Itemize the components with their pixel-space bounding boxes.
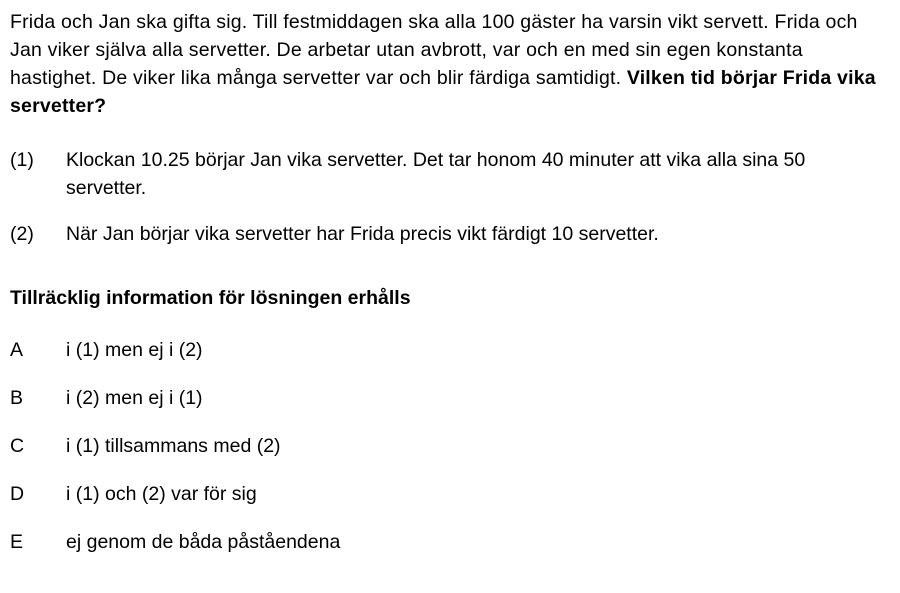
statement-text: När Jan börjar vika servetter har Frida precis vikt färdigt 10 servetter. [66,223,659,245]
option-text: i (1) och (2) var för sig [66,483,257,505]
option-e[interactable] [10,528,886,556]
options-list [10,336,886,556]
option-letter: D [10,483,25,505]
option-a[interactable] [10,336,886,364]
sufficiency-heading: Tillräcklig information för lösningen erhålls [10,287,411,309]
statement-label: (2) [10,223,34,245]
option-letter: E [10,531,24,553]
option-text: i (2) men ej i (1) [66,387,203,409]
statement-text: Klockan 10.25 börjar Jan vika servetter. Det tar honom 40 minuter att vika alla sina 50 servetter. [66,149,806,199]
stem-question: Vilken tid börjar Frida vika servetter? [10,67,876,117]
option-text: i (1) men ej i (2) [66,339,203,361]
statement-label: (1) [10,149,34,171]
question-stem [10,8,886,120]
option-text: ej genom de båda påståendena [66,531,341,553]
option-letter: C [10,435,25,457]
option-c[interactable] [10,432,886,460]
option-d[interactable] [10,480,886,508]
option-letter: A [10,339,24,361]
option-letter: B [10,387,24,409]
option-b[interactable] [10,384,886,412]
statement-item [10,146,886,202]
stem-paragraph: Frida och Jan ska gifta sig. Till festmiddagen ska alla 100 gäster ha varsin vikt servett. Frida och Jan viker själva alla servetter. De arbetar utan avbrott, var och en med sin egen konstanta hastighet. De viker lika många servetter var och blir färdiga samtidigt. [10,11,858,89]
statement-item [10,220,886,248]
statements-list [10,146,886,248]
option-text: i (1) tillsammans med (2) [66,435,281,457]
